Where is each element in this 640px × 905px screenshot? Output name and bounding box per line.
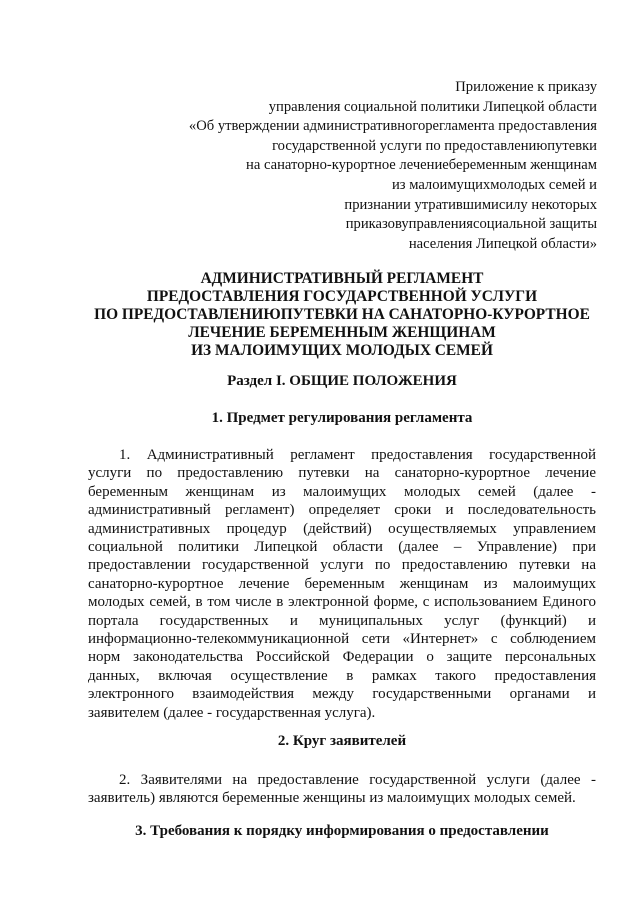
paragraph-line: санаторно-курортное лечение беременным женщинам из малоимущих <box>88 575 596 592</box>
paragraph-line: 1. Административный регламент предоставления государственной <box>119 447 596 463</box>
appendix-line: Приложение к приказу <box>455 79 597 95</box>
paragraph-line: предоставлении государственной услуги по предоставлению путевки на <box>88 557 596 574</box>
document-title <box>84 270 600 360</box>
title-line: ИЗ МАЛОИМУЩИХ МОЛОДЫХ СЕМЕЙ <box>191 342 493 359</box>
paragraph-line: услуги по предоставлению путевки на санаторно-курортное лечение <box>88 465 596 482</box>
appendix-line: приказовуправлениясоциальной защиты <box>345 216 597 233</box>
appendix-line: на санаторно-курортное лечениебеременным женщинам <box>246 157 597 174</box>
paragraph-line: заявитель) являются беременные женщины из малоимущих молодых семей. <box>88 790 576 807</box>
paragraph-line: беременным женщинам из малоимущих молодых семей (далее - <box>88 483 596 500</box>
section-heading: Раздел I. ОБЩИЕ ПОЛОЖЕНИЯ <box>227 373 457 389</box>
appendix-line: государственной услуги по предоставлениюпутевки <box>272 137 597 154</box>
paragraph-line: заявителем (далее - государственная услуга). <box>88 704 376 721</box>
appendix-line: из малоимущихмолодых семей и <box>391 176 597 193</box>
appendix-line: «Об утверждении административногорегламента предоставления <box>188 118 597 135</box>
paragraph-line: норм законодательства Российской Федерации о защите персональных <box>88 649 596 666</box>
title-line: ПРЕДОСТАВЛЕНИЯ ГОСУДАРСТВЕННОЙ УСЛУГИ <box>146 288 538 305</box>
subsection-heading-1: 1. Предмет регулирования регламента <box>211 410 473 426</box>
appendix-note <box>120 78 597 254</box>
paragraph-line: молодых семей, в том числе в электронной форме, с использованием Единого <box>88 594 596 611</box>
paragraph-line: административных процедур (действий) осуществляемых управлением <box>88 520 596 537</box>
paragraph-2 <box>88 771 596 808</box>
subsection-heading-3: 3. Требования к порядку информирования о предоставлении <box>135 823 549 839</box>
paragraph-line: электронного взаимодействия между государственными органами и <box>88 686 596 703</box>
appendix-line: управления социальной политики Липецкой области <box>268 98 597 115</box>
paragraph-line: информационно-телекоммуникационной сети «Интернет» с соблюдением <box>88 631 596 648</box>
title-line: АДМИНИСТРАТИВНЫЙ РЕГЛАМЕНТ <box>200 270 484 287</box>
title-line: ПО ПРЕДОСТАВЛЕНИЮПУТЕВКИ НА САНАТОРНО-КУРОРТНОЕ <box>94 306 590 323</box>
paragraph-line: данных, включая осуществление в рамках такого предоставления <box>88 667 596 684</box>
appendix-line: населения Липецкой области» <box>408 235 597 252</box>
title-line: ЛЕЧЕНИЕ БЕРЕМЕННЫМ ЖЕНЩИНАМ <box>188 324 496 341</box>
subsection-heading-2: 2. Круг заявителей <box>277 733 407 749</box>
paragraph-line: портала государственных и муниципальных услуг (функций) и <box>88 612 596 629</box>
paragraph-line: социальной политики Липецкой области (далее – Управление) при <box>88 539 596 556</box>
paragraph-1 <box>88 446 596 722</box>
paragraph-line: 2. Заявителями на предоставление государственной услуги (далее - <box>119 772 596 788</box>
appendix-line: признании утратившимисилу некоторых <box>344 196 597 213</box>
paragraph-line: административный регламент) определяет сроки и последовательность <box>88 502 596 519</box>
